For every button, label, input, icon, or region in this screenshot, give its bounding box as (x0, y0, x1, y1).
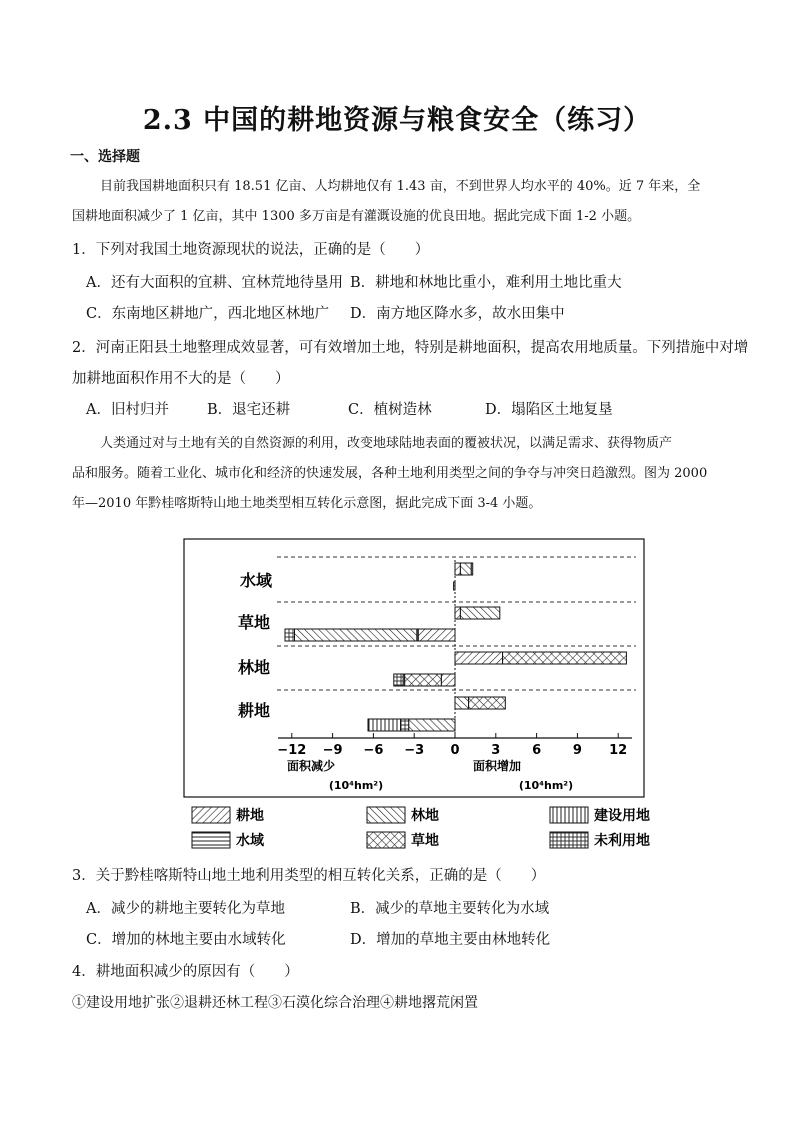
legend-swatch-forest (367, 807, 405, 823)
legend-swatch-construction (550, 807, 588, 823)
legend-swatch-grassland (367, 832, 405, 848)
legend (192, 807, 650, 849)
axis-label-decrease: 面积减少 (286, 759, 336, 773)
bar-segment-increase-lindi (460, 563, 471, 575)
question-1-option-d: D．南方地区降水多，故水田集中 (350, 306, 565, 322)
bar-segment-decrease-lindi (295, 629, 417, 641)
question-4-items: ①建设用地扩张②退耕还林工程③石漠化综合治理④耕地撂荒闲置 (72, 995, 478, 1011)
bar-segment-decrease-weili (285, 629, 295, 641)
x-tick-label: −9 (322, 743, 343, 758)
x-tick-label: −12 (277, 743, 307, 758)
bar-segment-increase-caodi (469, 697, 506, 709)
category-label-farmland: 耕地 (237, 701, 271, 720)
bar-segment-increase-gengdi (455, 652, 503, 664)
category-label-grassland: 草地 (237, 613, 271, 632)
legend-swatch-farmland (192, 807, 230, 823)
x-tick-label: 3 (491, 743, 501, 758)
material-1-line-1: 目前我国耕地面积只有 18.51 亿亩、人均耕地仅有 1.43 亩，不到世界人均水平的 40%。近 7 年来，全 (100, 179, 701, 194)
bar-segment-decrease-weili (394, 674, 404, 686)
legend-label-water: 水域 (236, 833, 264, 849)
question-1-option-b: B．耕地和林地比重小，难利用土地比重大 (350, 275, 622, 291)
bars-group (285, 563, 626, 731)
material-1-line-2: 国耕地面积减少了 1 亿亩，其中 1300 多万亩是有灌溉设施的优良田地。据此完成下面 1-2 小题。 (72, 209, 641, 224)
bar-segment-increase-lindi (455, 697, 469, 709)
axis-label-increase: 面积增加 (472, 759, 522, 773)
page-title: 2.3 中国的耕地资源与粮食安全（练习） (142, 105, 652, 136)
legend-label-unused: 未利用地 (594, 833, 650, 849)
category-label-water: 水域 (239, 571, 273, 590)
question-2-stem-line-1: 2．河南正阳县土地整理成效显著，可有效增加土地，特别是耕地面积，提高农用地质量。下列措施中对增 (72, 340, 749, 356)
bar-segment-decrease-caodi (405, 674, 442, 686)
unit-label-left: (10⁴hm²) (328, 779, 384, 792)
bar-segment-increase-gengdi (455, 563, 460, 575)
x-tick-label: −6 (363, 743, 384, 758)
question-1-option-a: A．还有大面积的宜耕、宜林荒地待垦用 (86, 275, 343, 291)
question-2-stem-line-2: 加耕地面积作用不大的是（ ） (72, 371, 290, 387)
question-2-option-c: C．植树造林 (348, 402, 432, 418)
question-1-stem: 1．下列对我国土地资源现状的说法，正确的是（ ） (72, 242, 430, 258)
material-2-line-1: 人类通过对与土地有关的自然资源的利用，改变地球陆地表面的覆被状况，以满足需求、获得物质产 (100, 436, 673, 451)
legend-label-farmland: 耕地 (236, 808, 264, 824)
bar-segment-decrease-weili (401, 719, 409, 731)
x-tick-label: 0 (450, 743, 460, 758)
question-2-option-a: A．旧村归并 (86, 402, 169, 418)
section-heading: 一、选择题 (70, 149, 140, 165)
bar-segment-increase-lindi (460, 607, 499, 619)
material-2-line-3: 年—2010 年黔桂喀斯特山地土地类型相互转化示意图，据此完成下面 3-4 小题。 (72, 496, 542, 511)
x-tick-label: 9 (572, 743, 582, 758)
legend-label-grassland: 草地 (411, 833, 439, 849)
question-3-option-b: B．减少的草地主要转化为水域 (350, 901, 550, 917)
material-2-line-2: 品和服务。随着工业化、城市化和经济的快速发展，各种土地利用类型之间的争夺与冲突日趋激烈。图为 2000 (72, 466, 708, 481)
legend-swatch-water (192, 832, 230, 848)
bar-segment-decrease-jianshe (368, 719, 401, 731)
x-ticks-group (277, 733, 627, 758)
question-1-option-c: C．东南地区耕地广，西北地区林地广 (86, 306, 330, 322)
x-tick-label: −3 (404, 743, 425, 758)
bar-segment-decrease-lindi (409, 719, 455, 731)
x-tick-label: 6 (532, 743, 542, 758)
legend-swatch-unused (550, 832, 588, 848)
legend-label-construction: 建设用地 (594, 808, 650, 824)
category-label-forest: 林地 (237, 658, 271, 677)
bar-segment-increase-jianshe (471, 563, 472, 575)
x-tick-label: 12 (609, 743, 628, 758)
unit-label-right: (10⁴hm²) (518, 779, 574, 792)
bar-segment-increase-caodi (503, 652, 627, 664)
legend-label-forest: 林地 (411, 808, 439, 824)
question-2-option-b: B．退宅还耕 (207, 402, 291, 418)
bar-segment-decrease-gengdi (418, 629, 455, 641)
question-2-option-d: D．塌陷区土地复垦 (485, 402, 613, 418)
question-3-stem: 3．关于黔桂喀斯特山地土地利用类型的相互转化关系，正确的是（ ） (72, 868, 546, 884)
question-3-option-a: A．减少的耕地主要转化为草地 (86, 901, 285, 917)
question-4-stem: 4．耕地面积减少的原因有（ ） (72, 964, 299, 980)
bar-segment-increase-gengdi (455, 607, 460, 619)
question-3-option-c: C．增加的林地主要由水域转化 (86, 932, 286, 948)
bar-segment-decrease-gengdi (441, 674, 455, 686)
question-3-option-d: D．增加的草地主要由林地转化 (350, 932, 551, 948)
